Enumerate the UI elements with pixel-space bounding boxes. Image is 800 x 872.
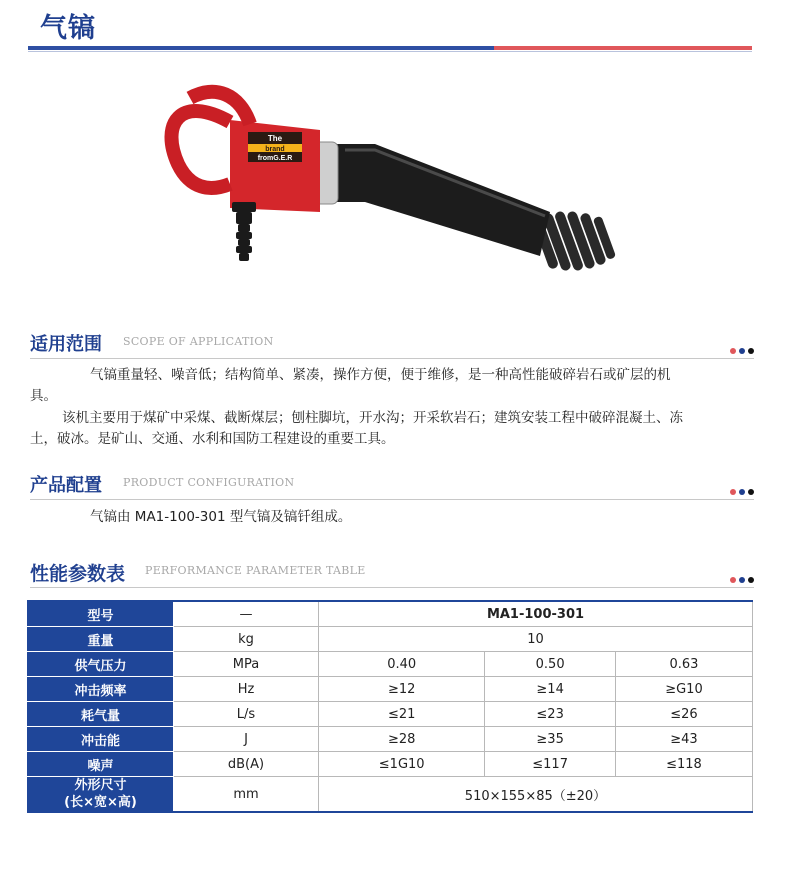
section-configuration-header xyxy=(30,471,754,499)
row-label: 重量 xyxy=(28,627,174,652)
row-label: 型号 xyxy=(28,601,174,627)
row-unit: kg xyxy=(174,627,319,652)
section-parameters-title: 性能参数表 xyxy=(30,563,126,585)
row-label: 耗气量 xyxy=(28,702,174,727)
table-row xyxy=(28,652,753,677)
table-row xyxy=(28,702,753,727)
row-value: ≥28 xyxy=(319,727,485,752)
row-unit: J xyxy=(174,727,319,752)
row-unit: Hz xyxy=(174,677,319,702)
handle xyxy=(171,111,230,188)
row-unit: MPa xyxy=(174,652,319,677)
row-label: 噪声 xyxy=(28,752,174,777)
row-value: ≤1G10 xyxy=(319,752,485,777)
pneumatic-pick-image xyxy=(160,84,630,284)
air-inlet xyxy=(232,202,256,261)
section-parameters-header xyxy=(30,559,754,587)
label-line2: brand xyxy=(265,146,285,153)
row-value: ≤117 xyxy=(485,752,616,777)
table-row xyxy=(28,727,753,752)
title-rule-blue xyxy=(28,46,494,50)
row-unit: — xyxy=(174,601,319,627)
table-row xyxy=(28,777,753,813)
configuration-text: 气镐由 MA1-100-301 型气镐及镐钎组成。 xyxy=(90,509,352,525)
row-value: 0.63 xyxy=(615,652,752,677)
table-row xyxy=(28,677,753,702)
row-label: 冲击能 xyxy=(28,727,174,752)
title-rule-thin xyxy=(28,51,752,52)
application-paragraph-1 xyxy=(30,365,752,407)
row-unit: L/s xyxy=(174,702,319,727)
barrel xyxy=(330,144,550,256)
row-value: ≤23 xyxy=(485,702,616,727)
row-value: 10 xyxy=(319,627,753,652)
row-value: MA1-100-301 xyxy=(319,601,753,627)
row-label: 冲击频率 xyxy=(28,677,174,702)
section-application-header xyxy=(30,330,754,358)
row-unit: mm xyxy=(174,777,319,813)
row-value: 0.40 xyxy=(319,652,485,677)
row-label-line1: 外形尺寸 xyxy=(74,778,127,793)
row-value: ≥14 xyxy=(485,677,616,702)
application-p1-line1: 气镐重量轻、噪音低；结构简单、紧凑，操作方便，便于维修，是一种高性能破碎岩石或矿层的机 xyxy=(90,367,671,383)
row-value: ≥35 xyxy=(485,727,616,752)
row-unit: dB(A) xyxy=(174,752,319,777)
row-label-line2: (长×宽×高) xyxy=(64,795,137,810)
row-value: ≥G10 xyxy=(615,677,752,702)
row-value: ≤26 xyxy=(615,702,752,727)
section-dots xyxy=(727,568,754,587)
application-p2-line1: 该机主要用于煤矿中采煤、截断煤层；刨柱脚坑，开水沟；开采软岩石；建筑安装工程中破碎混凝土、冻 xyxy=(62,410,683,426)
application-p1-line2: 具。 xyxy=(30,388,57,404)
label-line3: fromG.E.R xyxy=(257,155,293,162)
table-row xyxy=(28,752,753,777)
row-value: 510×155×85（±20） xyxy=(319,777,753,813)
section-application-title: 适用范围 xyxy=(30,334,102,355)
row-label: 供气压力 xyxy=(28,652,174,677)
row-value: ≥12 xyxy=(319,677,485,702)
row-value: ≥43 xyxy=(615,727,752,752)
section-application-subtitle: SCOPE OF APPLICATION xyxy=(123,335,274,348)
table-row xyxy=(28,601,753,627)
section-configuration-title: 产品配置 xyxy=(30,475,102,496)
application-paragraph-2 xyxy=(30,408,752,450)
row-value: 0.50 xyxy=(485,652,616,677)
application-p2-line2: 土，破冰。是矿山、交通、水利和国防工程建设的重要工具。 xyxy=(30,431,395,447)
section-configuration-subtitle: PRODUCT CONFIGURATION xyxy=(123,476,295,489)
label-line1: The xyxy=(267,134,283,143)
section-dots xyxy=(727,339,754,358)
table-row xyxy=(28,627,753,652)
title-rule-red xyxy=(494,46,752,50)
row-value: ≤21 xyxy=(319,702,485,727)
section-parameters-subtitle: PERFORMANCE PARAMETER TABLE xyxy=(145,564,366,577)
row-value: ≤118 xyxy=(615,752,752,777)
page-title: 气镐 xyxy=(40,13,96,44)
section-dots xyxy=(727,480,754,499)
parameter-table xyxy=(27,600,753,813)
row-label xyxy=(28,777,174,813)
